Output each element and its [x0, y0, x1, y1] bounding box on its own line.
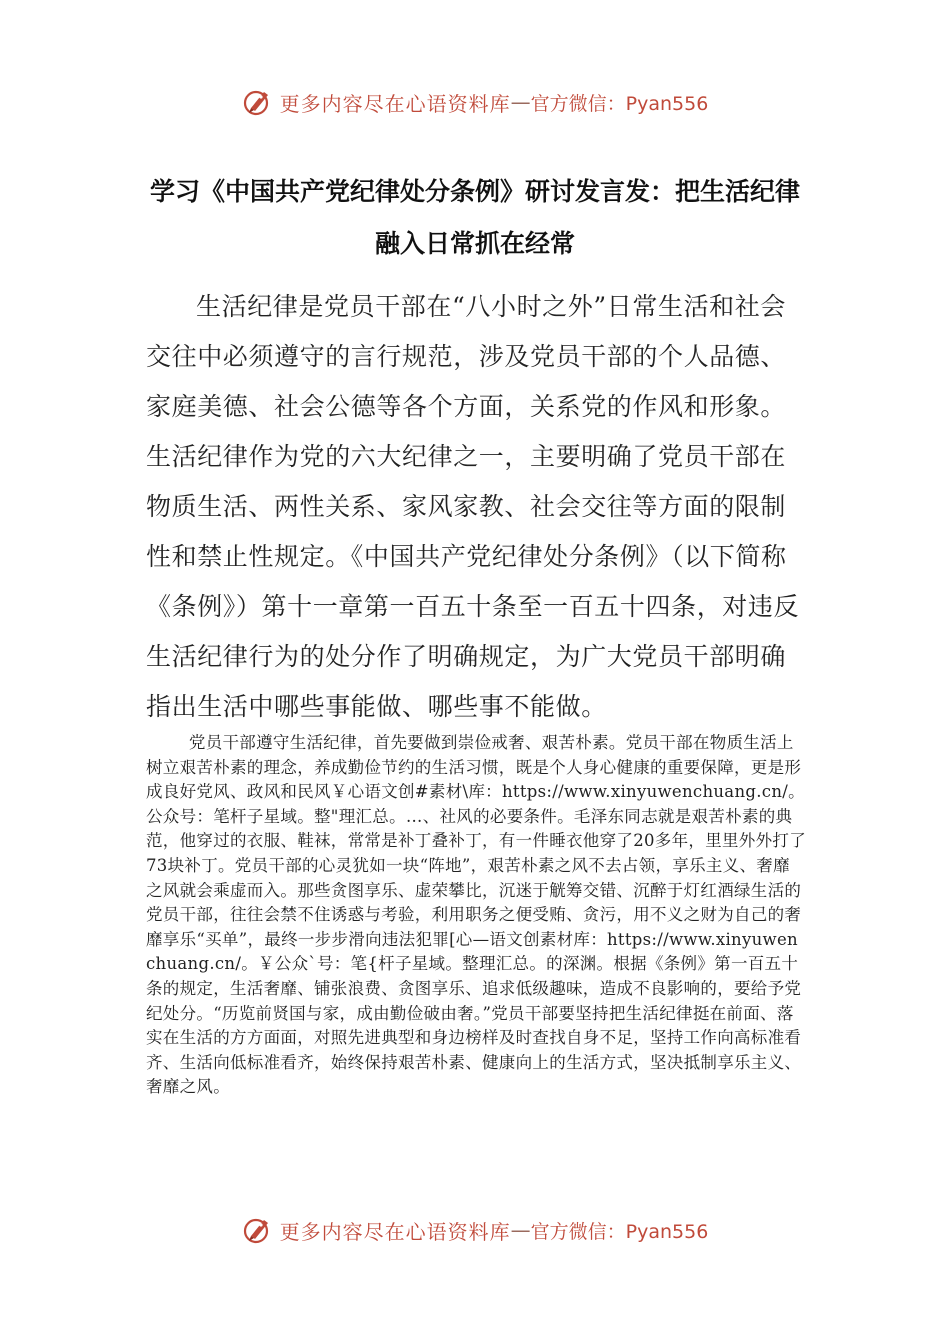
document-title: 学习《中国共产党纪律处分条例》研讨发言发：把生活纪律融入日常抓在经常: [149, 177, 800, 258]
footer-watermark: [0, 1210, 950, 1250]
lead-paragraph: 生活纪律是党员干部在“八小时之外”日常生活和社会交往中必须遵守的言行规范，涉及党员干部的个人品德、家庭美德、社会公德等各个方面，关系党的作风和形象。生活纪律作为党的六大纪律之一，主要明确了党员干部在物质生活、两性关系、家风家教、社会交往等方面的限制性和禁止性规定。《中国共产党纪律处分条例》（以下简称《条例》）第十一章第一百五十条至一百五十四条，对违反生活纪律行为的处分作了明确规定，为广大党员干部明确指出生活中哪些事能做、哪些事不能做。: [146, 292, 800, 721]
watermark-site-text: 更多内容尽在心语资料库: [279, 1219, 511, 1244]
watermark-separator: —: [510, 90, 531, 114]
body-paragraph: 党员干部遵守生活纪律，首先要做到崇俭戒奢、艰苦朴素。党员干部在物质生活上树立艰苦朴素的理念，养成勤俭节约的生活习惯，既是个人身心健康的重要保障，更是形成良好党风、政风和民风￥心语文创#素材\库：https://www.xinyuwenchuang.cn/。公众号：笔杆子星域。整"理汇总。…、社风的必要条件。毛泽东同志就是艰苦朴素的典范，他穿过的衣服、鞋袜，常常是补丁叠补丁，有一件睡衣他穿了20多年，里里外外打了73块补丁。党员干部的心灵犹如一块“阵地”，艰苦朴素之风不去占领，享乐主义、奢靡之风就会乘虚而入。那些贪图享乐、虚荣攀比，沉迷于觥筹交错、沉醉于灯红酒绿生活的党员干部，往往会禁不住诱惑与考验，利用职务之便受贿、贪污，用不义之财为自己的奢靡享乐“买单”，最终一步步滑向违法犯罪[心—语文创素材库：https://www.xinyuwenchuang.cn/。￥公众`号：笔{杆子星域。整理汇总。的深渊。根据《条例》第一百五十条的规定，生活奢靡、铺张浪费、贪图享乐、追求低级趣味，造成不良影响的，要给予党纪处分。“历览前贤国与家，成由勤俭破由奢。”党员干部要坚持把生活纪律挺在前面、落实在生活的方方面面，对照先进典型和身边榜样及时查找自身不足，坚持工作向高标准看齐、生活向低标准看齐，始终保持艰苦朴素、健康向上的生活方式，坚决抵制享乐主义、奢靡之风。: [146, 733, 806, 1097]
watermark-site-text: 更多内容尽在心语资料库: [279, 91, 511, 116]
pen-nib-logo-icon: [242, 1214, 274, 1246]
watermark-contact-text: 官方微信：Pyan556: [530, 1220, 709, 1243]
watermark-contact-text: 官方微信：Pyan556: [530, 92, 709, 115]
watermark-separator: —: [510, 1218, 531, 1242]
header-watermark: [0, 82, 950, 122]
pen-nib-logo-icon: [242, 86, 274, 118]
